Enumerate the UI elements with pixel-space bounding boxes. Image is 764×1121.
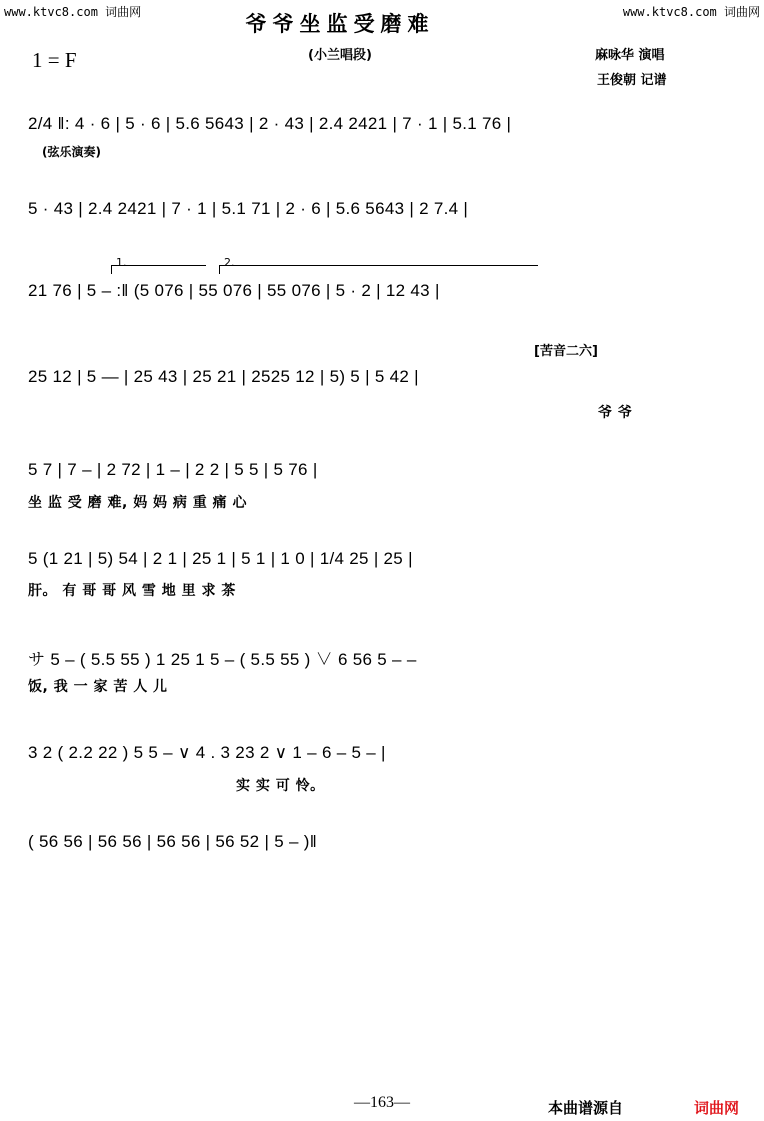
score-line-3: 21 76 | 5 – :‖ (5 076 | 55 076 | 55 076 | 5 · 2 | 12 43 | (28, 281, 440, 300)
volta-label-1: 1. (116, 256, 127, 269)
score-line-1: 2/4 ‖: 4 · 6 | 5 · 6 | 5.6 5643 | 2 · 43 | 2.4 2421 | 7 · 1 | 5.1 76 | (28, 114, 512, 133)
song-subtitle: (小兰唱段) (308, 48, 372, 63)
volta-bracket-1 (111, 256, 206, 274)
score-line-4: 25 12 | 5 — | 25 43 | 25 21 | 2525 12 | 5) 5 | 5 42 | (28, 367, 419, 386)
lyrics-line-8: 实 实 可 怜。 (236, 778, 325, 794)
lyrics-line-6: 肝。 有 哥 哥 风 雪 地 里 求 茶 (28, 583, 236, 599)
singer-credit: 麻咏华 演唱 (595, 48, 665, 63)
song-title: 爷爷坐监受磨难 (245, 11, 435, 36)
score-line-9: ( 56 56 | 56 56 | 56 56 | 56 52 | 5 – )‖ (28, 832, 318, 851)
instrumental-note: (弦乐演奏) (42, 145, 101, 159)
score-line-5: 5 7 | 7 – | 2 72 | 1 – | 2 2 | 5 5 | 5 76 | (28, 460, 318, 479)
source-text: 本曲谱源自 (548, 1099, 624, 1117)
score-line-7: サ 5 – ( 5.5 55 ) 1 25 1 5 – ( 5.5 55 ) ∨ 6 56 5 – – (28, 650, 417, 669)
site-logo[interactable]: 词曲网 (694, 1099, 740, 1117)
volta-label-2: 2. (224, 256, 235, 269)
watermark-url-right: www.ktvc8.com 词曲网 (622, 5, 760, 19)
lyrics-line-7: 饭, 我 一 家 苦 人 儿 (28, 679, 168, 695)
score-line-8: 3 2 ( 2.2 22 ) 5 5 – ∨ 4 . 3 23 2 ∨ 1 – 6 – 5 – | (28, 743, 386, 762)
key-signature: 1 = F (32, 48, 77, 72)
score-line-6: 5 (1 21 | 5) 54 | 2 1 | 25 1 | 5 1 | 1 0 | 1/4 25 | 25 | (28, 549, 413, 568)
watermark-url-left: www.ktvc8.com 词曲网 (4, 5, 142, 19)
transcriber-credit: 王俊朝 记谱 (597, 73, 667, 88)
score-line-2: 5 · 43 | 2.4 2421 | 7 · 1 | 5.1 71 | 2 · 6 | 5.6 5643 | 2 7.4 | (28, 199, 469, 218)
page-number: —163— (354, 1094, 410, 1111)
lyrics-line-5: 坐 监 受 磨 难, 妈 妈 病 重 痛 心 (28, 495, 248, 511)
lyrics-line-4: 爷 爷 (598, 405, 633, 421)
volta-bracket-2 (219, 256, 538, 274)
section-label: [苦音二六] (534, 344, 598, 359)
